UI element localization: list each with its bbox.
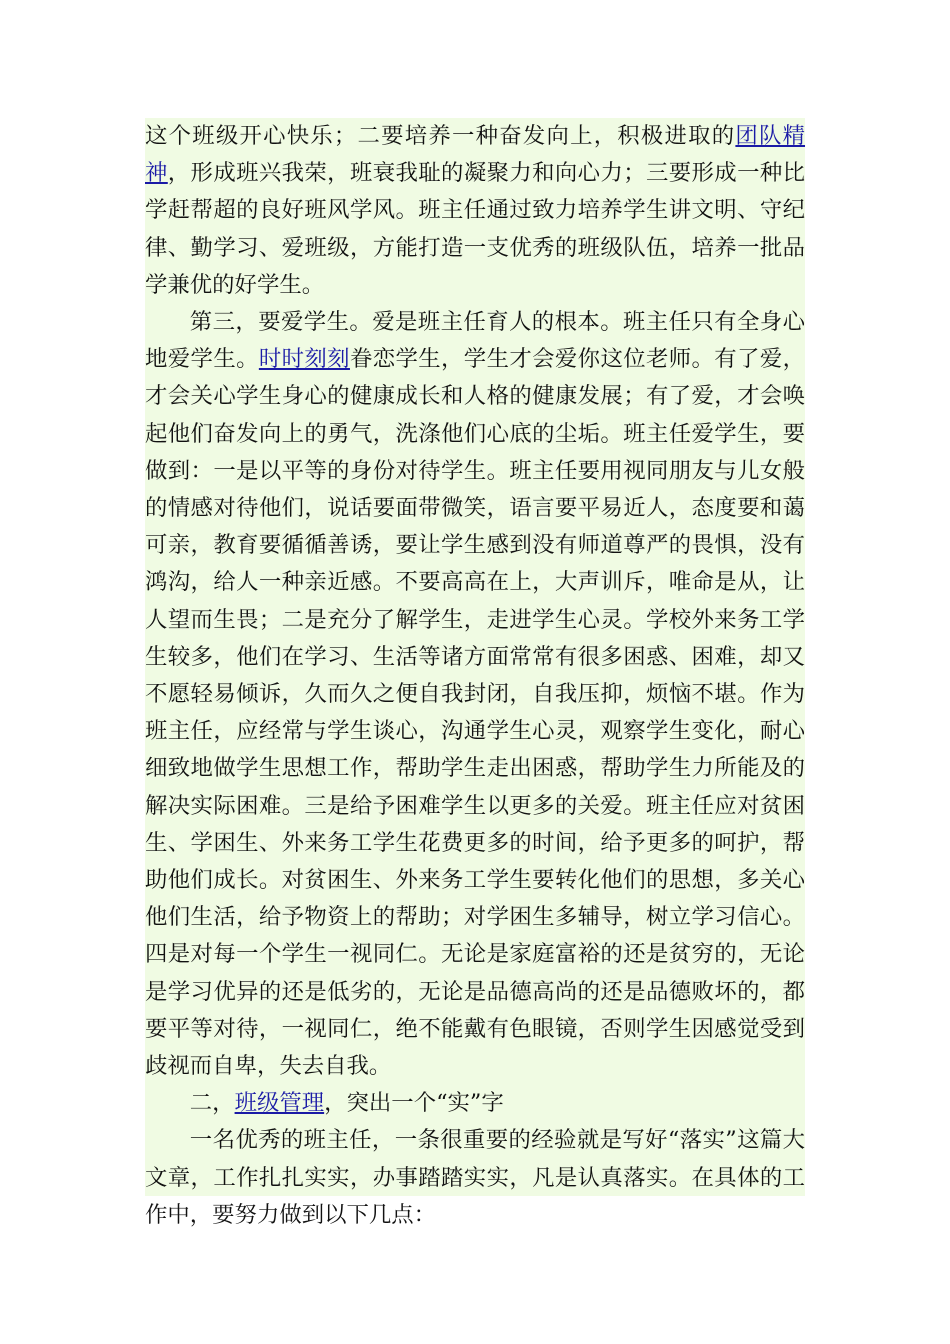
link-team-spirit[interactable]: 团队精神 [145,123,806,187]
paragraph-text: 一名优秀的班主任，一条很重要的经验就是写好“落实”这篇大文章，工作扎扎实实，办事踏踏实实，凡是认真落实。在具体的工作中，要努力做到以下几点： [145,1127,805,1228]
paragraph-text: ，形成班兴我荣，班衰我耻的凝聚力和向心力；三要形成一种比学赶帮超的良好班风学风。班主任通过致力培养学生讲文明、守纪律、勤学习、爱班级，方能打造一支优秀的班级队伍，培养一批品学兼优的好学生。 [145,160,806,298]
paragraph-class-spirit [145,118,805,304]
paragraph-love-students [145,304,805,1085]
paragraph-text: 第三，要爱学生。爱是班主任育人的根本。班主任只有全身心地爱学生。 [145,309,805,373]
section-heading-class-management [145,1085,805,1122]
link-class-management[interactable]: 班级管理 [234,1090,325,1117]
link-always[interactable]: 时时刻刻 [258,346,350,373]
paragraph-text: 眷恋学生，学生才会爱你这位老师。有了爱，才会关心学生身心的健康成长和人格的健康发展；有了爱，才会唤起他们奋发向上的勇气，洗涤他们心底的尘垢。班主任爱学生，要做到：一是以平等的身份对待学生。班主任要用视同朋友与儿女般的情感对待他们，说话要面带微笑，语言要平易近人，态度要和蔼可亲，教育要循循善诱，要让学生感到没有师道尊严的畏惧，没有鸿沟，给人一种亲近感。不要高高在上，大声训斥，唯命是从，让人望而生畏；二是充分了解学生，走进学生心灵。学校外来务工学生较多，他们在学习、生活等诸方面常常有很多困惑、困难，却又不愿轻易倾诉，久而久之便自我封闭，自我压抑，烦恼不堪。作为班主任，应经常与学生谈心，沟通学生心灵，观察学生变化，耐心细致地做学生思想工作，帮助学生走出困惑，帮助学生力所能及的解决实际困难。三是给予困难学生以更多的关爱。班主任应对贫困生、学困生、外来务工学生花费更多的时间，给予更多的呵护，帮助他们成长。对贫困生、外来务工学生要转化他们的思想，多关心他们生活，给予物资上的帮助；对学困生多辅导，树立学习信心。四是对每一个学生一视同仁。无论是家庭富裕的还是贫穷的，无论是学习优异的还是低劣的，无论是品德高尚的还是品德败坏的，都要平等对待，一视同仁，绝不能戴有色眼镜，否则学生因感觉受到歧视而自卑，失去自我。 [145,346,806,1080]
document-body [145,118,806,1228]
paragraph-text: 这个班级开心快乐；二要培养一种奋发向上，积极进取的 [145,123,736,149]
heading-text: ，突出一个“实”字 [324,1090,504,1117]
paragraph-implementation [145,1122,805,1234]
heading-text: 二， [189,1090,235,1117]
